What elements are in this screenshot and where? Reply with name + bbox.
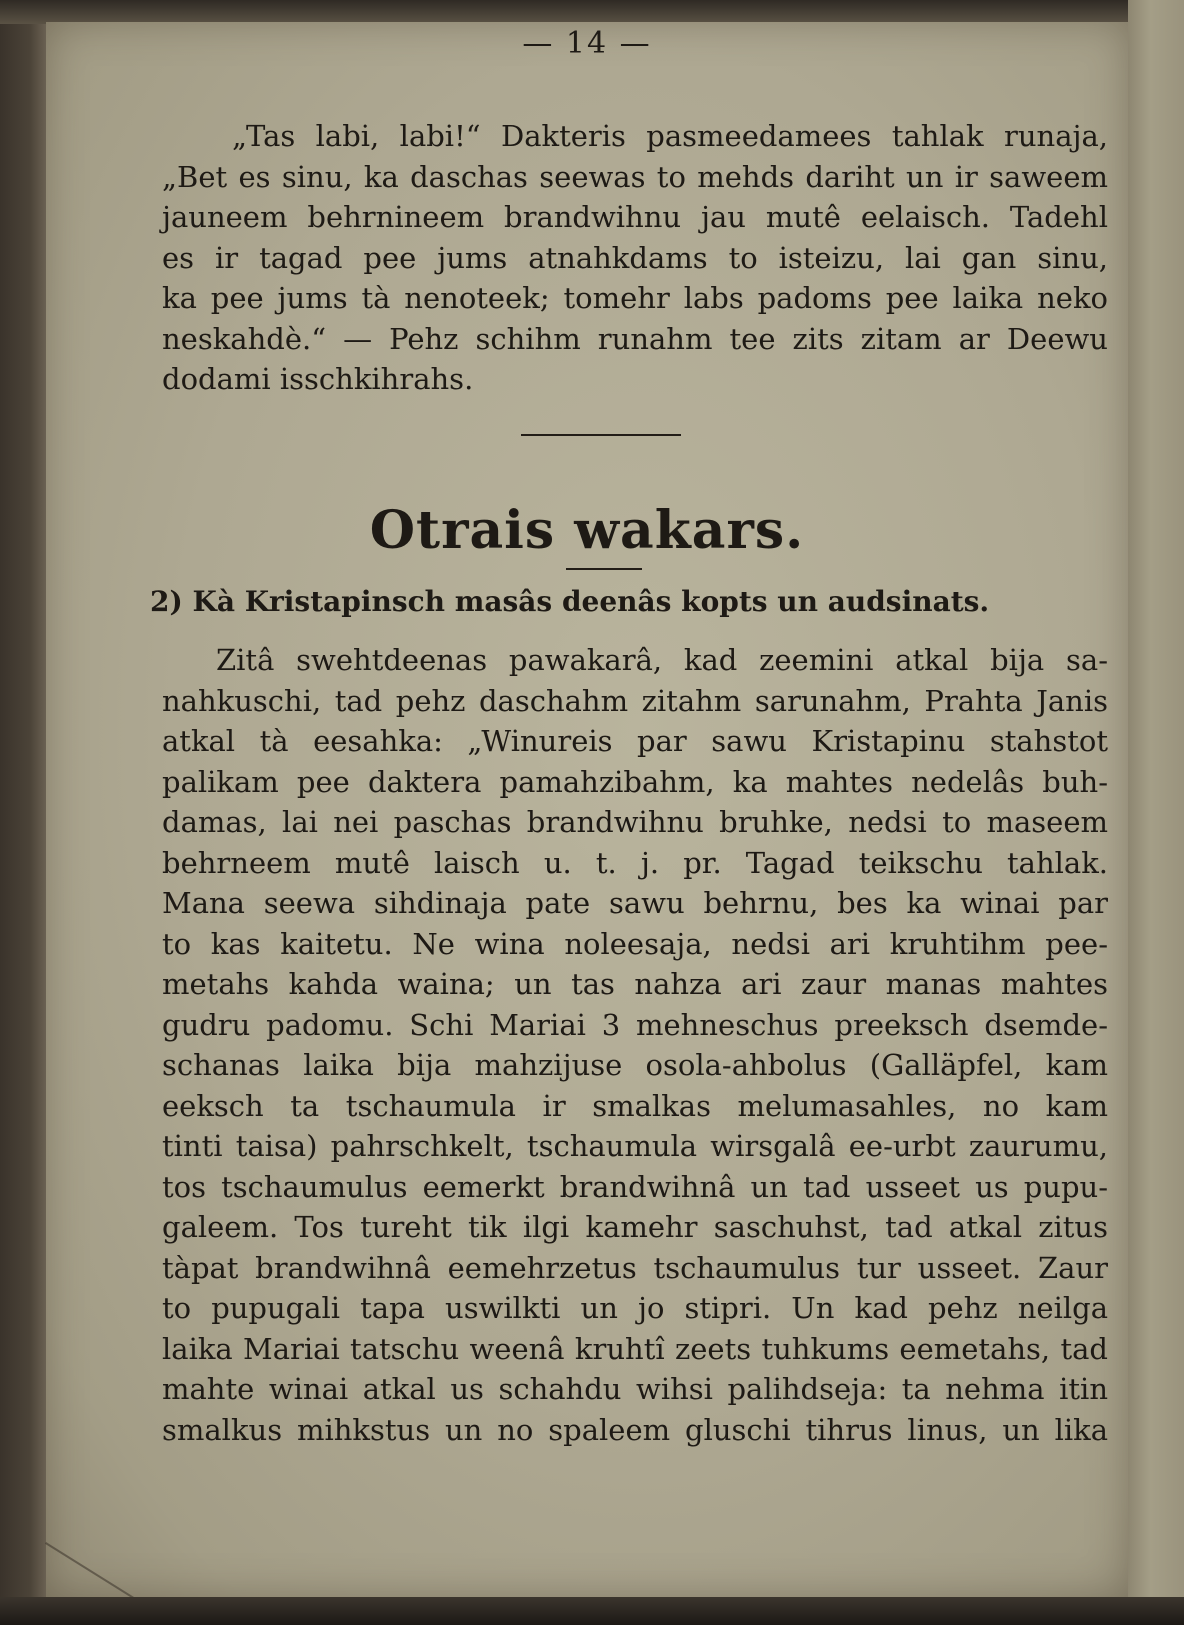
section-title: Otrais wakars.: [369, 500, 805, 561]
page-number: — 14 —: [522, 26, 652, 61]
body-line: atkal tà eesahka: „Winureis par sawu Kristapinu stahstot: [162, 724, 1108, 758]
body-line: Zitâ swehtdeenas pawakarâ, kad zeemini atkal bija sa-: [216, 643, 1108, 677]
intro-line: jauneem behrnineem brandwihnu jau mutê eelaisch. Tadehl: [162, 200, 1108, 234]
body-line: tinti taisa) pahrschkelt, tschaumula wirsgalâ ee-urbt zaurumu,: [162, 1129, 1108, 1163]
body-line: mahte winai atkal us schahdu wihsi palihdseja: ta nehma itin: [162, 1372, 1108, 1406]
body-line: nahkuschi, tad pehz daschahm zitahm sarunahm, Prahta Janis: [162, 683, 1108, 718]
body-line: schanas laika bija mahzijuse osola-ahbolus (Galläpfel, kam: [162, 1048, 1108, 1082]
intro-line: „Bet es sinu, ka daschas seewas to mehds dariht un ir saweem: [162, 159, 1108, 194]
intro-line: „Tas labi, labi!“ Dakteris pasmeedamees tahlak runaja,: [232, 119, 1108, 153]
intro-line: es ir tagad pee jums atnahkdams to isteizu, lai gan sinu,: [162, 240, 1108, 275]
body-line: behrneem mutê laisch u. t. j. pr. Tagad teikschu tahlak.: [162, 845, 1108, 880]
body-line: eeksch ta tschaumula ir smalkas melumasahles, no kam: [162, 1088, 1108, 1123]
section-subtitle: 2) Kà Kristapinsch masâs deenâs kopts un audsinats.: [150, 585, 990, 618]
page-edge-right: [1128, 0, 1184, 1625]
scan-bottom-edge: [0, 1597, 1184, 1625]
scan-top-edge: [0, 0, 1184, 24]
book-page: [46, 22, 1128, 1597]
body-line: Mana seewa sihdinaja pate sawu behrnu, bes ka winai par: [162, 886, 1108, 920]
title-underline: [566, 568, 642, 570]
body-line: to kas kaitetu. Ne wina noleesaja, nedsi ari kruhtihm pee-: [162, 926, 1108, 961]
body-line: tos tschaumulus eemerkt brandwihnâ un tad usseet us pupu-: [162, 1169, 1108, 1204]
body-line: damas, lai nei paschas brandwihnu bruhke, nedsi to maseem: [162, 805, 1108, 839]
body-paragraph: [162, 640, 1108, 1450]
body-line: to pupugali tapa uswilkti un jo stipri. Un kad pehz neilga: [162, 1291, 1108, 1325]
body-line: galeem. Tos tureht tik ilgi kamehr saschuhst, tad atkal zitus: [162, 1210, 1108, 1244]
body-line: palikam pee daktera pamahzibahm, ka mahtes nedelâs buh-: [162, 764, 1108, 799]
body-line: gudru padomu. Schi Mariai 3 mehneschus preeksch dsemde-: [162, 1007, 1108, 1042]
intro-line: dodami isschkihrahs.: [162, 362, 474, 396]
body-line: metahs kahda waina; un tas nahza ari zaur manas mahtes: [162, 967, 1108, 1001]
intro-paragraph: [162, 116, 1108, 400]
intro-line: ka pee jums tà nenoteek; tomehr labs padoms pee laika neko: [162, 281, 1108, 315]
section-divider: [521, 434, 681, 436]
body-line: smalkus mihkstus un no spaleem gluschi tihrus linus, un lika: [162, 1412, 1108, 1447]
body-line: laika Mariai tatschu weenâ kruhtî zeets tuhkums eemetahs, tad: [162, 1331, 1108, 1366]
intro-line: neskahdè.“ — Pehz schihm runahm tee zits zitam ar Deewu: [162, 321, 1108, 356]
body-line: tàpat brandwihnâ eemehrzetus tschaumulus tur usseet. Zaur: [162, 1250, 1108, 1285]
